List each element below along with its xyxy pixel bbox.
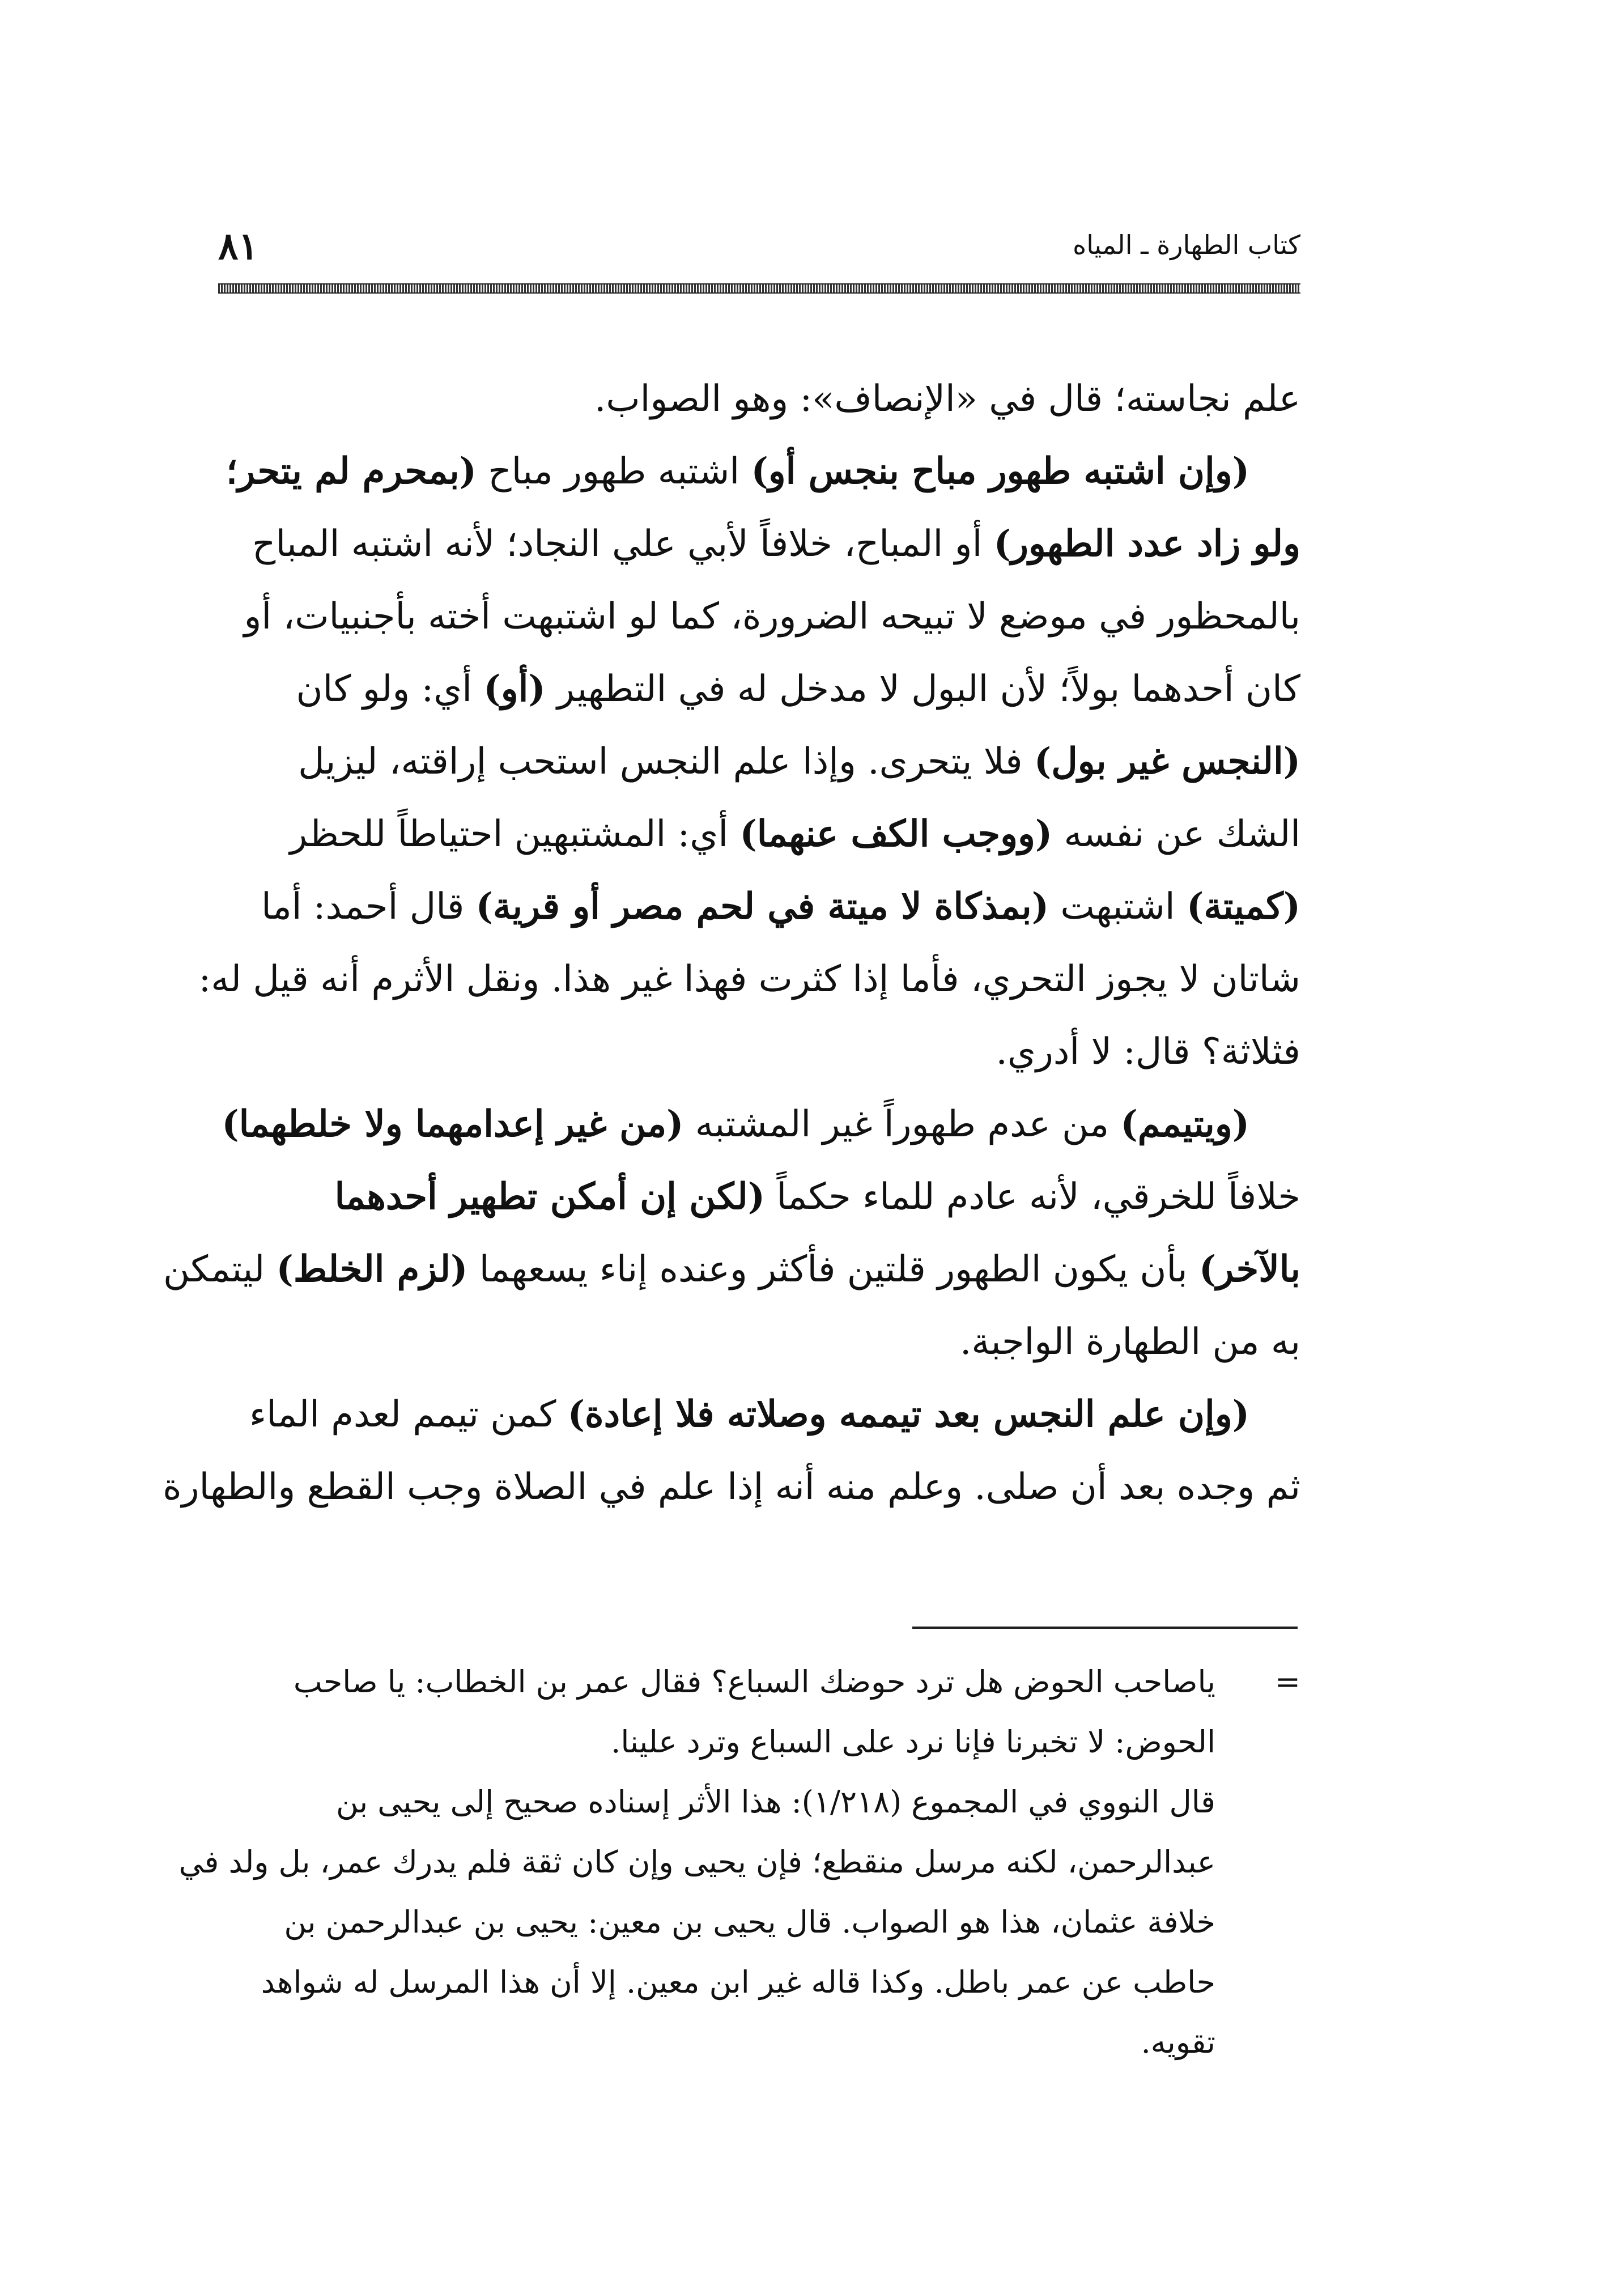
sharh-text: فثلاثة؟ قال: لا أدري. — [996, 1031, 1300, 1073]
footnote-continuation-marker: = — [1274, 1664, 1300, 1700]
matn-text: ولو زاد عدد الطهور) — [993, 523, 1300, 565]
sharh-text: أي: ولو كان — [296, 668, 484, 710]
matn-text: (كميتة) — [1187, 885, 1300, 928]
footnote-separator — [912, 1627, 1298, 1629]
sharh-text: به من الطهارة الواجبة. — [959, 1321, 1300, 1363]
footnote-line — [218, 1712, 1300, 1772]
footnote-line — [218, 1892, 1300, 1952]
header-rule — [218, 283, 1300, 294]
sharh-text: ثم وجده بعد أن صلى. وعلم منه أنه إذا علم في الصلاة وجب القطع والطهارة — [163, 1466, 1300, 1508]
footnote-line — [218, 1772, 1300, 1832]
matn-text: (من غير إعدامهما ولا خلطهما) — [222, 1103, 684, 1145]
text-line — [163, 1451, 1300, 1523]
text-line — [218, 1306, 1300, 1378]
matn-text: (ويتيمم) — [1120, 1103, 1249, 1145]
sharh-text: فلا يتحرى. وإذا علم النجس استحب إراقته، ليزيل — [298, 741, 1034, 783]
footnote-line — [218, 2012, 1300, 2073]
matn-text: (أو) — [483, 668, 546, 710]
sharh-text: شاتان لا يجوز التحري، فأما إذا كثرت فهذا غير هذا. ونقل الأثرم أنه قيل له: — [198, 958, 1300, 1000]
text-line — [218, 798, 1300, 871]
text-line — [218, 435, 1300, 508]
sharh-text: بأن يكون الطهور قلتين فأكثر وعنده إناء يسعهما — [467, 1249, 1200, 1290]
matn-text: (بمحرم لم يتحر؛ — [226, 450, 477, 492]
matn-text: (لكن إن أمكن تطهير أحدهما — [334, 1175, 766, 1218]
page-number: ٨١ — [218, 224, 258, 268]
text-line — [218, 580, 1300, 653]
matn-text: (ووجب الكف عنهما) — [739, 813, 1053, 855]
footnote-text: حاطب عن عمر باطل. وكذا قاله غير ابن معين. إلا أن هذا المرسل له شواهد — [261, 1964, 1215, 2000]
sharh-text: من عدم طهوراً غير المشتبه — [683, 1103, 1121, 1145]
matn-text: بالآخر) — [1199, 1248, 1300, 1290]
chapter-title: كتاب الطهارة ـ المياه — [1073, 230, 1300, 260]
footnote-line — [218, 1952, 1300, 2012]
sharh-text: ليتمكن — [163, 1249, 277, 1290]
matn-text: (وإن علم النجس بعد تيممه وصلاته فلا إعادة) — [567, 1393, 1249, 1436]
text-line — [198, 943, 1300, 1016]
footnote-line — [178, 1832, 1300, 1892]
text-line — [218, 1378, 1300, 1451]
matn-text: (لزم الخلط) — [276, 1248, 468, 1290]
sharh-text: كمن تيمم لعدم الماء — [249, 1394, 568, 1436]
sharh-text: قال أحمد: أما — [261, 886, 476, 928]
footnote-text: قال النووي في المجموع (١/٢١٨): هذا الأثر إسناده صحيح إلى يحيى بن — [336, 1784, 1215, 1820]
sharh-text: أي: المشتبهين احتياطاً للحظر — [290, 813, 740, 855]
running-header — [218, 224, 1300, 275]
footnote-text: خلافة عثمان، هذا هو الصواب. قال يحيى بن معين: يحيى بن عبدالرحمن بن — [284, 1904, 1215, 1940]
text-line — [218, 1088, 1300, 1161]
text-line — [218, 871, 1300, 943]
sharh-text: الشك عن نفسه — [1052, 813, 1300, 855]
text-line — [218, 653, 1300, 725]
sharh-text: علم نجاسته؛ قال في «الإنصاف»: وهو الصواب. — [594, 378, 1300, 420]
footnotes — [178, 1652, 1300, 2073]
text-line — [218, 1016, 1300, 1088]
footnote-line — [218, 1652, 1300, 1712]
sharh-text: بالمحظور في موضع لا تبيحه الضرورة، كما لو اشتبهت أخته بأجنبيات، أو — [244, 596, 1300, 638]
footnote-text: ياصاحب الحوض هل ترد حوضك السباع؟ فقال عمر بن الخطاب: يا صاحب — [293, 1664, 1215, 1700]
sharh-text: اشتبهت — [1048, 886, 1187, 928]
text-line — [218, 1161, 1300, 1233]
footnote-text: تقويه. — [1141, 2024, 1215, 2060]
footnote-text: عبدالرحمن، لكنه مرسل منقطع؛ فإن يحيى وإن كان ثقة فلم يدرك عمر، بل ولد في — [178, 1844, 1215, 1880]
sharh-text: كان أحدهما بولاً؛ لأن البول لا مدخل له في التطهير — [545, 668, 1300, 710]
matn-text: (وإن اشتبه طهور مباح بنجس أو) — [751, 450, 1249, 492]
sharh-text: اشتبه طهور مباح — [476, 451, 751, 492]
text-line — [163, 1233, 1300, 1306]
sharh-text: خلافاً للخرقي، لأنه عادم للماء حكماً — [765, 1176, 1300, 1218]
text-line — [218, 725, 1300, 798]
main-text — [163, 363, 1300, 1523]
text-line — [218, 508, 1300, 580]
sharh-text: أو المباح، خلافاً لأبي علي النجاد؛ لأنه اشتبه المباح — [252, 523, 994, 565]
matn-text: (بمذكاة لا ميتة في لحم مصر أو قرية) — [475, 885, 1049, 928]
matn-text: (النجس غير بول) — [1034, 740, 1300, 783]
footnote-text: الحوض: لا تخبرنا فإنا نرد على السباع وترد علينا. — [611, 1724, 1215, 1760]
text-line — [218, 363, 1300, 435]
